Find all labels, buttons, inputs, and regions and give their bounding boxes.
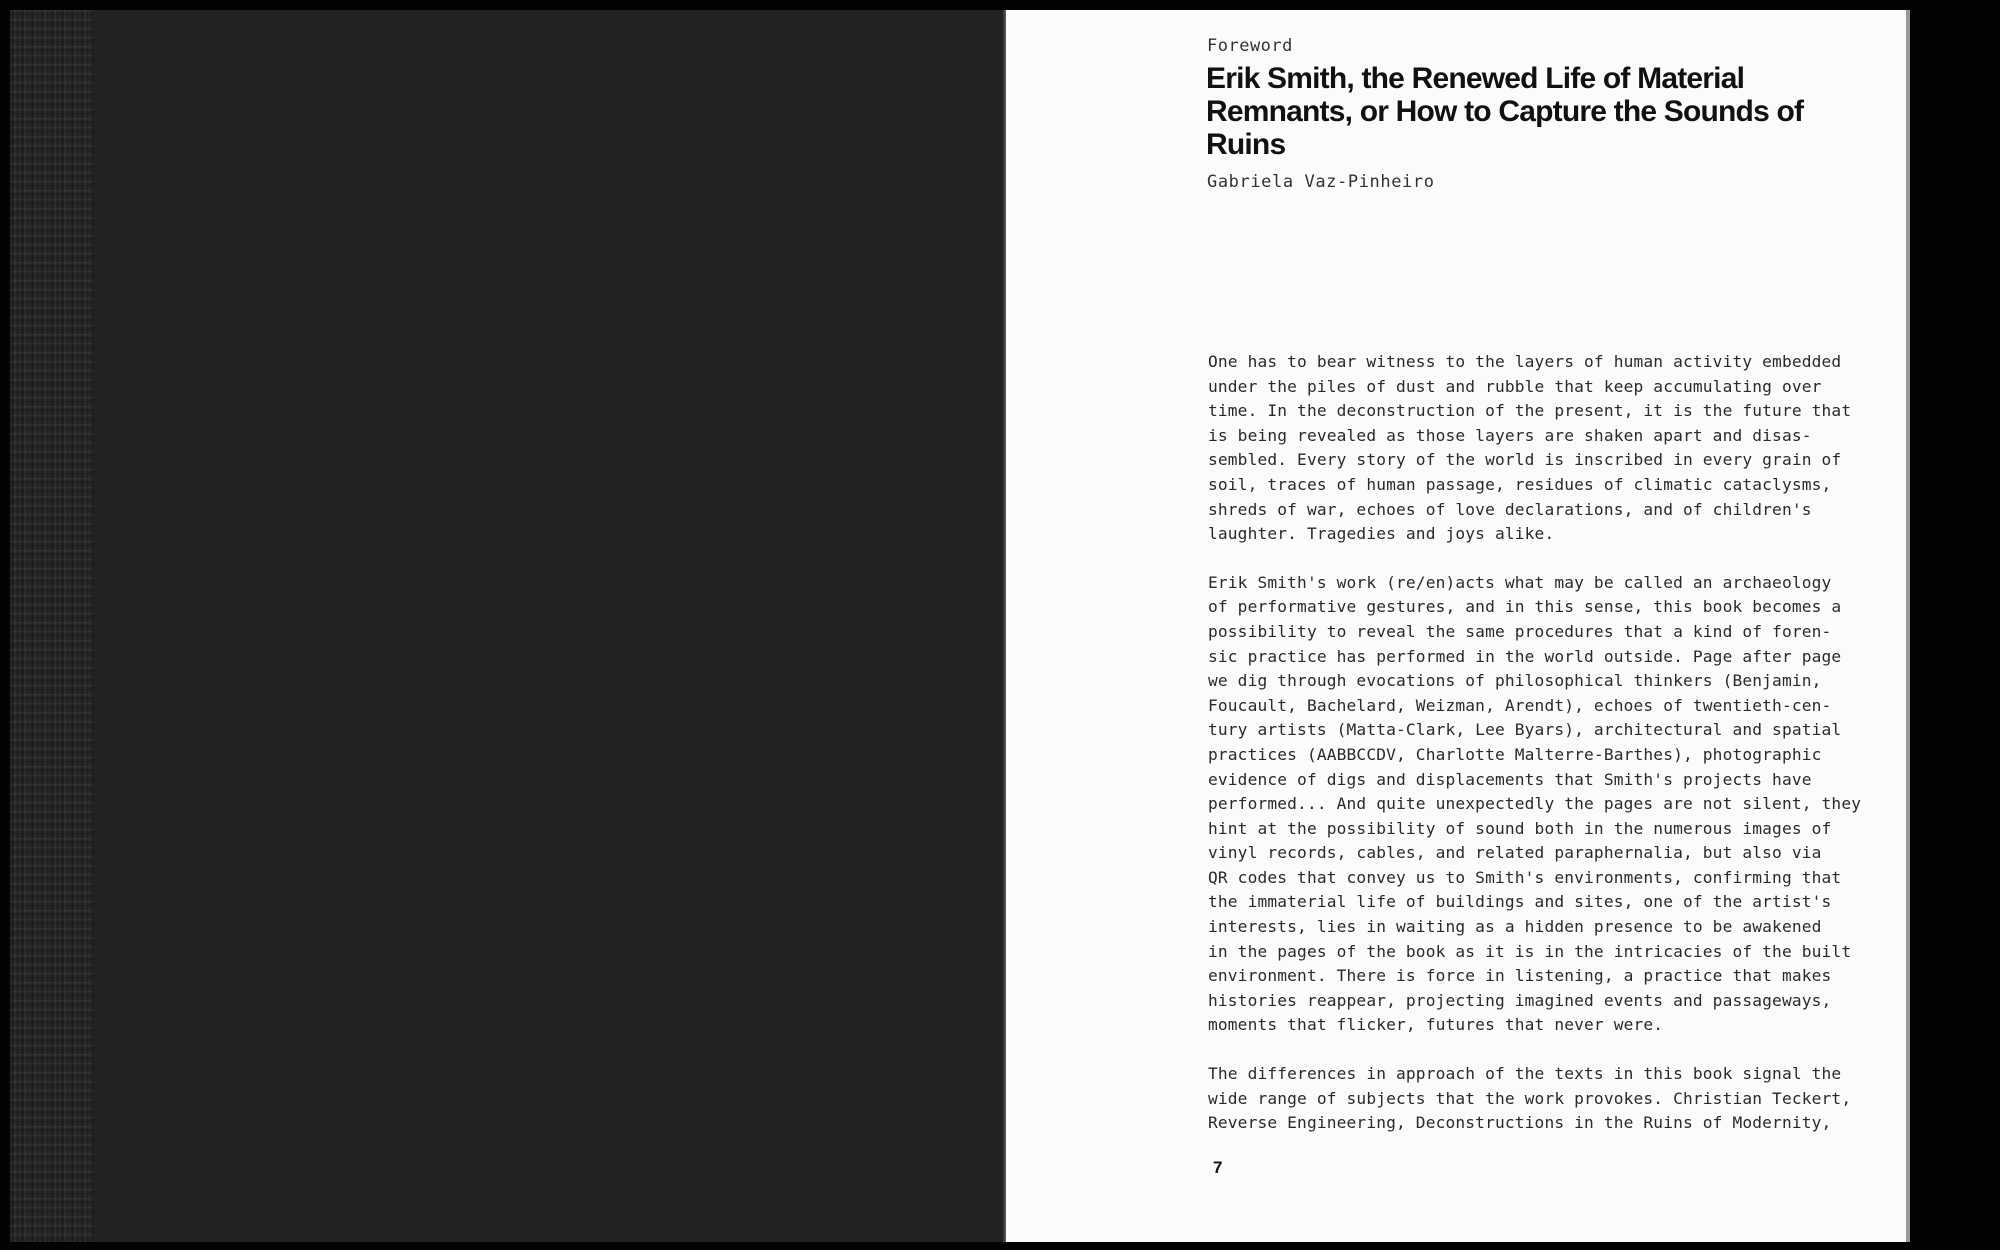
text-line: Foucault, Bachelard, Weizman, Arendt), echoes of twentieth-cen- [1208,695,1832,715]
text-line: hint at the possibility of sound both in the numerous images of [1208,818,1832,838]
text-line: The differences in approach of the texts in this book signal the [1208,1064,1842,1084]
text-line: sic practice has performed in the world outside. Page after page [1208,646,1842,666]
text-line: of performative gestures, and in this sense, this book becomes a [1208,597,1842,617]
text-line: shreds of war, echoes of love declarations, and of children's [1208,499,1812,519]
text-line: evidence of digs and displacements that Smith's projects have [1208,769,1812,789]
paragraph [1208,1062,1908,1136]
text-line: time. In the deconstruction of the present, it is the future that [1208,401,1852,421]
text-line: under the piles of dust and rubble that keep accumulating over [1208,376,1822,396]
text-line: QR codes that convey us to Smith's environments, confirming that [1208,867,1842,887]
text-line: in the pages of the book as it is in the intricacies of the built [1208,941,1852,961]
page-number: 7 [1213,1158,1223,1177]
text-line: laughter. Tragedies and joys alike. [1208,524,1555,544]
paragraph [1208,571,1908,1038]
text-line: possibility to reveal the same procedures that a kind of foren- [1208,621,1832,641]
author-name: Gabriela Vaz-Pinheiro [1207,172,1435,192]
text-line: is being revealed as those layers are shaken apart and disas- [1208,425,1812,445]
text-line: practices (AABBCCDV, Charlotte Malterre-Barthes), photographic [1208,744,1822,764]
body-text [1208,350,1908,1160]
text-line: we dig through evocations of philosophical thinkers (Benjamin, [1208,671,1822,691]
text-line: vinyl records, cables, and related paraphernalia, but also via [1208,843,1822,863]
text-line: the immaterial life of buildings and sites, one of the artist's [1208,892,1832,912]
page-edges [10,10,94,1242]
text-line: environment. There is force in listening, a practice that makes [1208,966,1832,986]
text-line: soil, traces of human passage, residues of climatic cataclysms, [1208,474,1832,494]
text-line: tury artists (Matta-Clark, Lee Byars), architectural and spatial [1208,720,1842,740]
chapter-title: Erik Smith, the Renewed Life of Material Remnants, or How to Capture the Sounds of Ruins [1206,62,1804,161]
text-line: moments that flicker, futures that never were. [1208,1015,1664,1035]
text-line: Erik Smith's work (re/en)acts what may be called an archaeology [1208,572,1832,592]
paragraph [1208,350,1908,547]
text-line: One has to bear witness to the layers of human activity embedded [1208,352,1842,371]
text-line: sembled. Every story of the world is inscribed in every grain of [1208,450,1842,470]
text-line: histories reappear, projecting imagined events and passageways, [1208,990,1832,1010]
left-page-blank [94,10,1004,1242]
text-line: performed... And quite unexpectedly the pages are not silent, they [1208,794,1862,814]
section-label: Foreword [1207,36,1293,56]
text-line: Reverse Engineering, Deconstructions in the Ruins of Modernity, [1208,1113,1832,1133]
text-line: wide range of subjects that the work provokes. Christian Teckert, [1208,1088,1852,1108]
text-line: interests, lies in waiting as a hidden presence to be awakened [1208,917,1822,937]
